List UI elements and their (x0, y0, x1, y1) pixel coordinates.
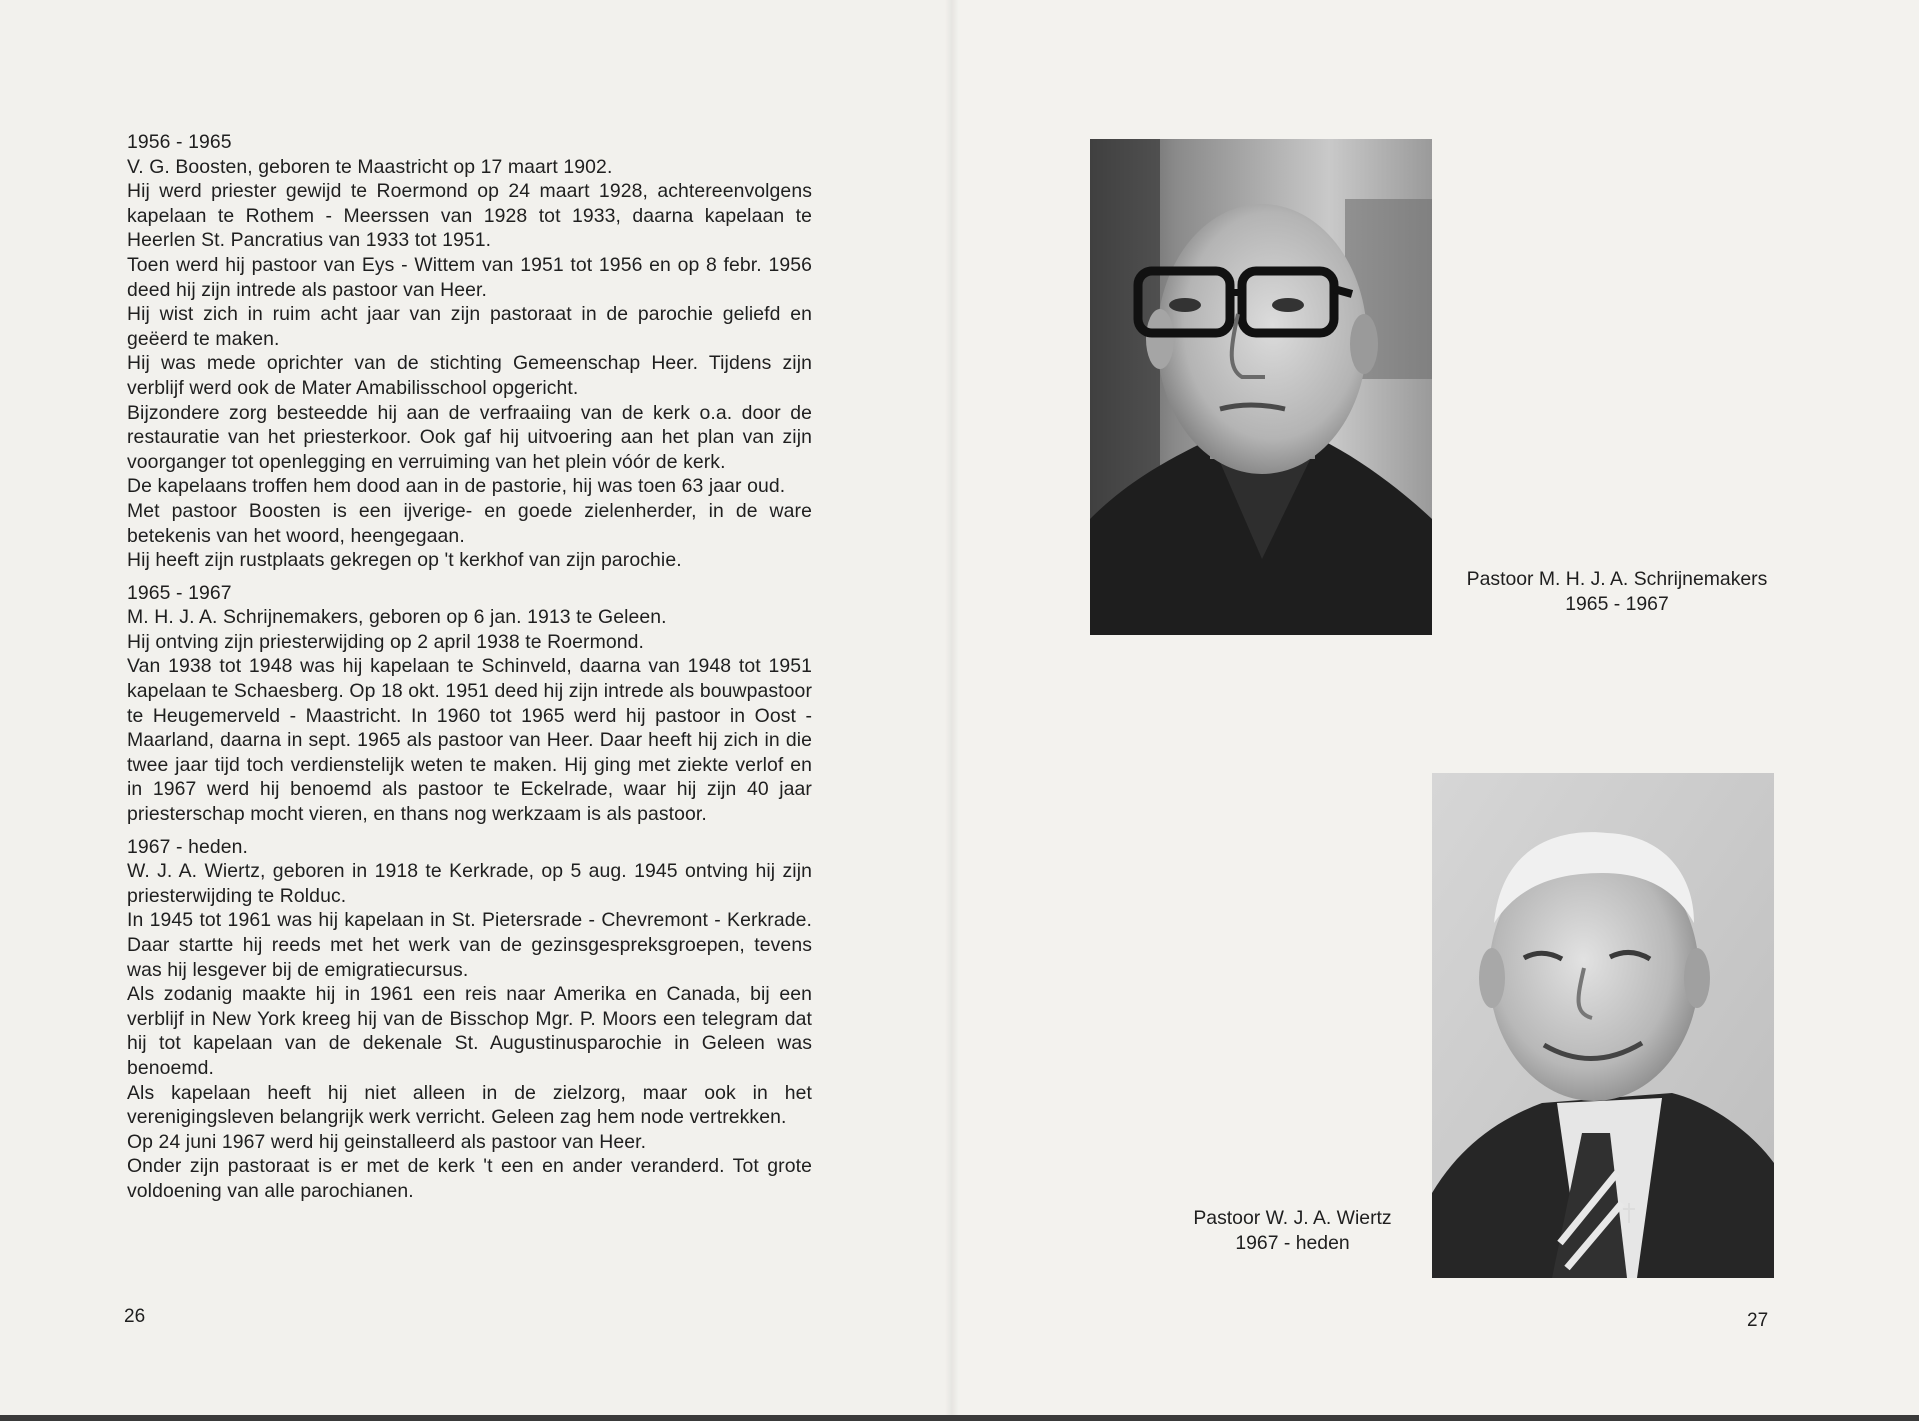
paragraph: M. H. J. A. Schrijnemakers, geboren op 6 jan. 1913 te Geleen. (127, 606, 667, 629)
paragraph: Onder zijn pastoraat is er met de kerk 't een en ander veranderd. Tot grote voldoening van alle parochianen. (127, 1155, 812, 1202)
paragraph: Op 24 juni 1967 werd hij geinstalleerd als pastoor van Heer. (127, 1130, 647, 1153)
paragraph: Bijzondere zorg besteedde hij aan de verfraaiing van de kerk o.a. door de restauratie van het priesterkoor. Ook gaf hij uitvoering aan het plan van zijn voorganger tot openlegging en verruiming van het plein vóór de kerk. (127, 401, 812, 473)
section-heading: 1967 - heden. (127, 835, 248, 858)
paragraph: V. G. Boosten, geboren te Maastricht op 17 maart 1902. (127, 155, 613, 178)
caption-years: 1965 - 1967 (1565, 592, 1669, 615)
caption-years: 1967 - heden (1235, 1231, 1350, 1254)
paragraph: De kapelaans troffen hem dood aan in de pastorie, hij was toen 63 jaar oud. (127, 475, 786, 498)
paragraph: Van 1938 tot 1948 was hij kapelaan te Schinveld, daarna van 1948 tot 1951 kapelaan te Schaesberg. Op 18 okt. 1951 deed hij zijn intrede als bouwpastoor te Heugemerveld - Maastricht. In 1960 tot 1965 werd hij pastoor in Oost - Maarland, daarna in sept. 1965 als pastoor van Heer. Daar heeft hij zich in die twee jaar tijd toch verdienstelijk weten te maken. Hij ging met ziekte verlof en in 1967 werd hij benoemd als pastoor te Eckelrade, waar hij zijn 40 jaar priesterschap mocht vieren, en thans nog werkzaam is als pastoor. (127, 655, 812, 826)
paragraph: Hij wist zich in ruim acht jaar van zijn pastoraat in de parochie geliefd en geëerd te maken. (127, 303, 812, 350)
paragraph: Als kapelaan heeft hij niet alleen in de zielzorg, maar ook in het verenigingsleven belangrijk werk verricht. Geleen zag hem node vertrekken. (127, 1081, 812, 1129)
section-heading: 1956 - 1965 (127, 131, 232, 153)
section-heading: 1965 - 1967 (127, 581, 232, 604)
article-body (127, 130, 812, 1204)
paragraph: W. J. A. Wiertz, geboren in 1918 te Kerkrade, op 5 aug. 1945 ontving hij zijn priesterwijding te Rolduc. (127, 860, 812, 907)
paragraph: Toen werd hij pastoor van Eys - Wittem van 1951 tot 1956 en op 8 febr. 1956 deed hij zijn intrede als pastoor van Heer. (127, 253, 812, 301)
scan-bottom-edge (0, 1415, 1919, 1421)
caption-name: Pastoor W. J. A. Wiertz (1193, 1207, 1392, 1229)
caption-name: Pastoor M. H. J. A. Schrijnemakers (1466, 568, 1768, 590)
paragraph: Met pastoor Boosten is een ijverige- en goede zielenherder, in de ware betekenis van het woord, heengegaan. (127, 499, 812, 547)
book-gutter (945, 0, 959, 1421)
section-wiertz (127, 835, 812, 1204)
paragraph: In 1945 tot 1961 was hij kapelaan in St. Pietersrade - Chevremont - Kerkrade. Daar startte hij reeds met het werk van de gezinsgespreksgroepen, tevens was hij lesgever bij de emigratiecursus. (127, 909, 812, 981)
caption-wiertz (1160, 1206, 1425, 1255)
section-boosten (127, 130, 812, 573)
portrait-wiertz-image (1432, 773, 1774, 1278)
portrait-photo-schrijnemakers (1090, 139, 1432, 635)
portrait-photo-wiertz (1432, 773, 1774, 1278)
left-page (0, 0, 952, 1421)
page-number-left: 26 (124, 1306, 146, 1327)
paragraph: Als zodanig maakte hij in 1961 een reis naar Amerika en Canada, bij een verblijf in New York kreeg hij van de Bisschop Mgr. P. Moors een telegram dat hij tot kapelaan van de dekenale St. Augustinusparochie in Geleen was benoemd. (127, 983, 812, 1079)
section-schrijnemakers (127, 581, 812, 827)
caption-schrijnemakers (1432, 567, 1802, 616)
portrait-schrijnemakers-image (1090, 139, 1432, 635)
paragraph: Hij werd priester gewijd te Roermond op 24 maart 1928, achtereenvolgens kapelaan te Rothem - Meerssen van 1928 tot 1933, daarna kapelaan te Heerlen St. Pancratius van 1933 tot 1951. (127, 180, 812, 252)
paragraph: Hij was mede oprichter van de stichting Gemeenschap Heer. Tijdens zijn verblijf werd ook de Mater Amabilisschool opgericht. (127, 352, 812, 399)
paragraph: Hij ontving zijn priesterwijding op 2 april 1938 te Roermond. (127, 630, 644, 653)
paragraph: Hij heeft zijn rustplaats gekregen op 't kerkhof van zijn parochie. (127, 549, 682, 572)
page-number-right: 27 (1747, 1310, 1769, 1331)
